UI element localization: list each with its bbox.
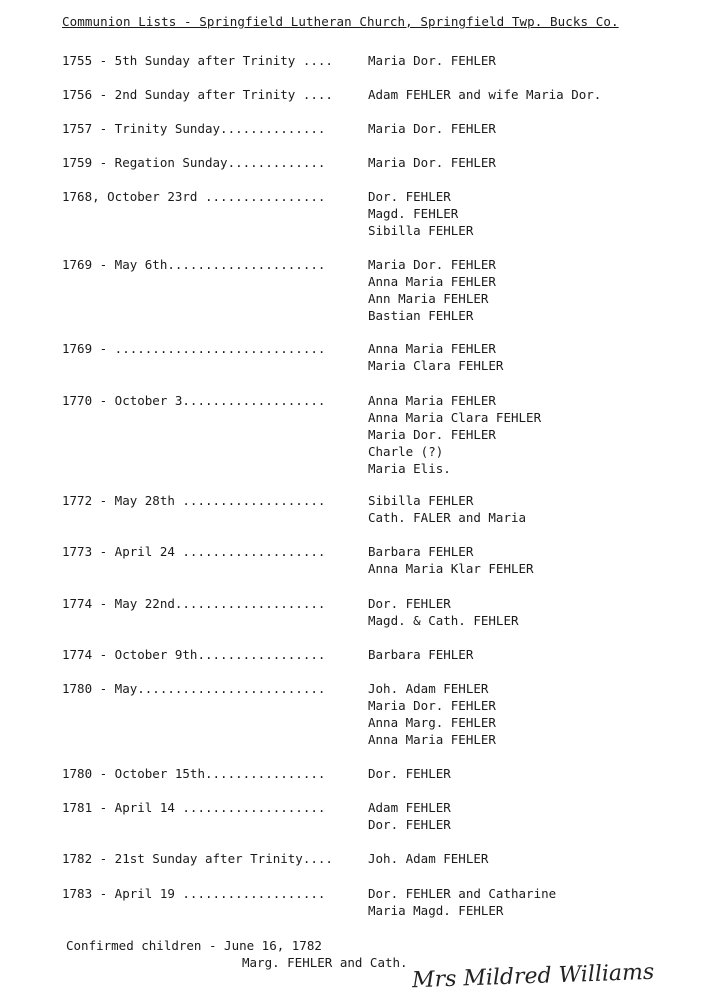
entry-date-label: 1759 - Regation Sunday............. xyxy=(62,155,326,170)
entry-name: Maria Dor. FEHLER xyxy=(368,698,496,713)
list-item xyxy=(62,646,702,663)
entry-date-label: 1772 - May 28th ................... xyxy=(62,493,326,508)
entry-name: Maria Dor. FEHLER xyxy=(368,155,496,170)
list-item xyxy=(62,850,702,867)
entry-name: Dor. FEHLER xyxy=(368,596,451,611)
list-item xyxy=(62,799,702,833)
entry-date-label: 1773 - April 24 ................... xyxy=(62,544,326,559)
list-item xyxy=(62,595,702,629)
entry-name: Magd. & Cath. FEHLER xyxy=(368,613,519,628)
list-item xyxy=(62,885,702,919)
list-item xyxy=(62,52,702,69)
entry-name: Maria Magd. FEHLER xyxy=(368,903,504,918)
handwritten-signature: Mrs Mildred Williams xyxy=(411,959,655,994)
entry-name: Maria Dor. FEHLER xyxy=(368,53,496,68)
entry-name: Anna Maria Clara FEHLER xyxy=(368,410,542,425)
entry-name: Dor. FEHLER and Catharine xyxy=(368,886,557,901)
entry-date-label: 1774 - May 22nd.................... xyxy=(62,596,326,611)
entry-name: Anna Maria FEHLER xyxy=(368,274,496,289)
entry-name: Anna Marg. FEHLER xyxy=(368,715,496,730)
footer-confirmed-line: Confirmed children - June 16, 1782 xyxy=(66,938,322,953)
entry-name: Joh. Adam FEHLER xyxy=(368,681,489,696)
list-item xyxy=(62,392,702,477)
entry-name: Dor. FEHLER xyxy=(368,817,451,832)
list-item xyxy=(62,256,702,324)
entry-name: Barbara FEHLER xyxy=(368,647,474,662)
entry-name: Joh. Adam FEHLER xyxy=(368,851,489,866)
entry-name: Sibilla FEHLER xyxy=(368,493,474,508)
entry-date-label: 1755 - 5th Sunday after Trinity .... xyxy=(62,53,333,68)
entry-date-label: 1769 - ............................ xyxy=(62,341,326,356)
list-item xyxy=(62,492,702,526)
entry-name: Anna Maria FEHLER xyxy=(368,341,496,356)
entry-name: Barbara FEHLER xyxy=(368,544,474,559)
entry-name: Cath. FALER and Maria xyxy=(368,510,527,525)
list-item xyxy=(62,154,702,171)
entry-name: Maria Dor. FEHLER xyxy=(368,121,496,136)
entry-name: Maria Dor. FEHLER xyxy=(368,427,496,442)
entry-date-label: 1768, October 23rd ................ xyxy=(62,189,326,204)
list-item xyxy=(62,86,702,103)
entry-date-label: 1757 - Trinity Sunday.............. xyxy=(62,121,326,136)
entry-name: Dor. FEHLER xyxy=(368,189,451,204)
entry-name: Dor. FEHLER xyxy=(368,766,451,781)
list-item xyxy=(62,120,702,137)
entry-date-label: 1780 - May......................... xyxy=(62,681,326,696)
entry-name: Anna Maria FEHLER xyxy=(368,732,496,747)
entry-name: Sibilla FEHLER xyxy=(368,223,474,238)
list-item xyxy=(62,765,702,782)
entry-date-label: 1782 - 21st Sunday after Trinity.... xyxy=(62,851,333,866)
entry-date-label: 1769 - May 6th..................... xyxy=(62,257,326,272)
list-item xyxy=(62,188,702,239)
entry-name: Maria Dor. FEHLER xyxy=(368,257,496,272)
entry-date-label: 1781 - April 14 ................... xyxy=(62,800,326,815)
entry-name: Anna Maria FEHLER xyxy=(368,393,496,408)
entry-name: Maria Elis. xyxy=(368,461,451,476)
entry-date-label: 1756 - 2nd Sunday after Trinity .... xyxy=(62,87,333,102)
entry-name: Ann Maria FEHLER xyxy=(368,291,489,306)
list-item xyxy=(62,340,702,374)
entry-date-label: 1770 - October 3................... xyxy=(62,393,326,408)
entry-date-label: 1783 - April 19 ................... xyxy=(62,886,326,901)
list-item xyxy=(62,680,702,748)
entry-name: Anna Maria Klar FEHLER xyxy=(368,561,534,576)
entry-name: Adam FEHLER and wife Maria Dor. xyxy=(368,87,602,102)
document-title: Communion Lists - Springfield Lutheran Church, Springfield Twp. Bucks Co. xyxy=(62,14,619,29)
entry-date-label: 1774 - October 9th................. xyxy=(62,647,326,662)
entry-name: Adam FEHLER xyxy=(368,800,451,815)
list-item xyxy=(62,543,702,577)
footer-names-line: Marg. FEHLER and Cath. xyxy=(242,955,408,970)
entry-name: Charle (?) xyxy=(368,444,444,459)
entry-name: Magd. FEHLER xyxy=(368,206,459,221)
entry-name: Bastian FEHLER xyxy=(368,308,474,323)
entry-name: Maria Clara FEHLER xyxy=(368,358,504,373)
entry-date-label: 1780 - October 15th................ xyxy=(62,766,326,781)
